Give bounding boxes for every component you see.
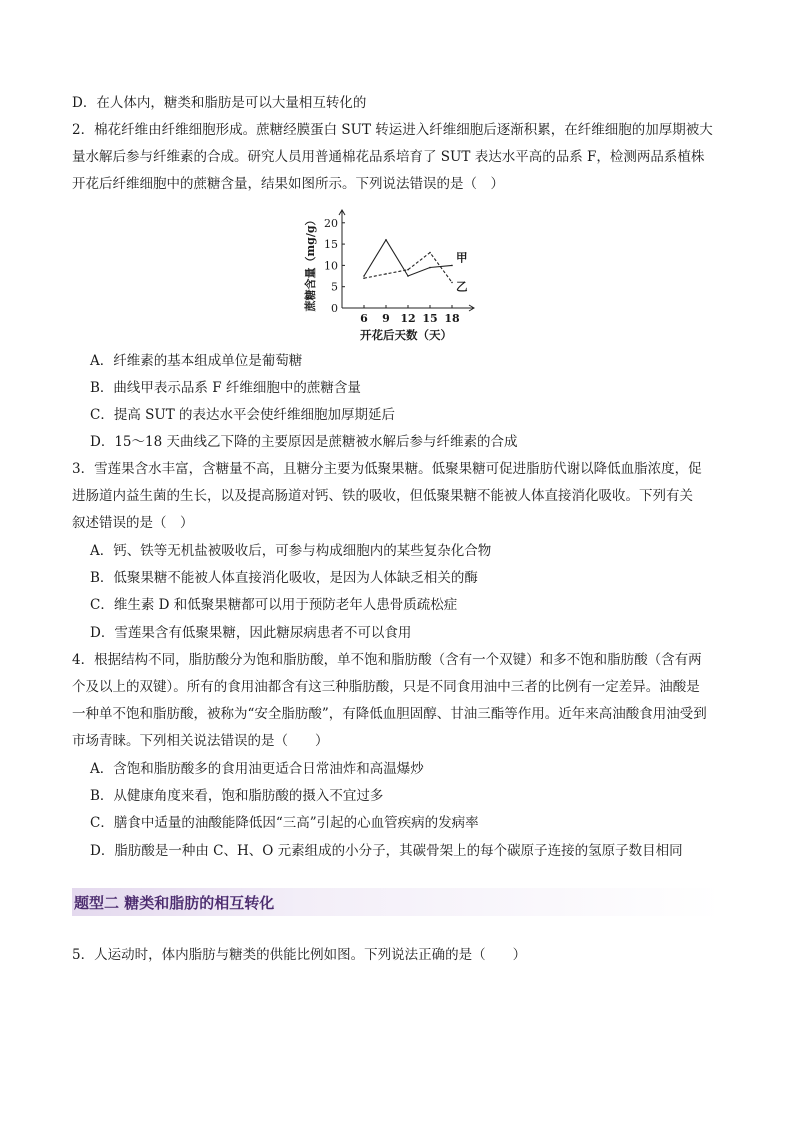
q2-option-d: D．15～18 天曲线乙下降的主要原因是蔗糖被水解后参与纤维素的合成 — [90, 434, 518, 450]
q4-option-a: A．含饱和脂肪酸多的食用油更适合日常油炸和高温爆炒 — [90, 761, 424, 777]
q2-option-c: C．提高 SUT 的表达水平会使纤维细胞加厚期延后 — [90, 407, 396, 423]
series-line-2 — [364, 253, 452, 283]
q5-stem: 5．人运动时，体内脂肪与糖类的供能比例如图。下列说法正确的是（ ） — [72, 947, 527, 963]
q1-option-d: D．在人体内，糖类和脂肪是可以大量相互转化的 — [72, 95, 367, 111]
q4-stem-line-4: 市场青睐。下列相关说法错误的是（ ） — [72, 733, 329, 749]
x-axis-label: 开花后天数（天） — [360, 328, 452, 342]
series-line-1 — [364, 240, 452, 276]
x-tick-label: 18 — [444, 312, 460, 325]
q2-stem-line-2: 量水解后参与纤维素的合成。研究人员用普通棉花品系培育了 SUT 表达水平高的品系 F，检测两品系植株 — [72, 149, 705, 165]
data-point — [451, 265, 453, 267]
section-title: 题型二 糖类和脂肪的相互转化 — [74, 894, 275, 912]
sucrose-chart — [296, 204, 482, 344]
x-tick-label: 15 — [422, 312, 438, 325]
data-point — [407, 275, 409, 277]
q3-stem-line-3: 叙述错误的是（ ） — [72, 515, 194, 531]
data-point — [385, 273, 387, 275]
x-tick-label: 12 — [400, 312, 416, 325]
series-label-2: 乙 — [456, 279, 468, 294]
data-point — [407, 269, 409, 271]
q2-stem-line-3: 开花后纤维细胞中的蔗糖含量，结果如图所示。下列说法错误的是（ ） — [72, 176, 504, 192]
q4-option-c: C．膳食中适量的油酸能降低因“三高”引起的心血管疾病的发病率 — [90, 815, 479, 831]
q2-option-a: A．纤维素的基本组成单位是葡萄糖 — [90, 353, 303, 369]
q3-option-c: C．维生素 D 和低聚果糖都可以用于预防老年人患骨质疏松症 — [90, 597, 458, 613]
q4-stem-line-3: 一种单不饱和脂肪酸，被称为“安全脂肪酸”，有降低血胆固醇、甘油三酯等作用。近年来高油酸食用油受到 — [72, 706, 707, 722]
q3-option-a: A．钙、铁等无机盐被吸收后，可参与构成细胞内的某些复杂化合物 — [90, 543, 492, 559]
y-tick-label: 20 — [324, 216, 338, 230]
data-point — [429, 267, 431, 269]
q4-stem-line-1: 4．根据结构不同，脂肪酸分为饱和脂肪酸，单不饱和脂肪酸（含有一个双键）和多不饱和脂肪酸（含有两 — [72, 652, 702, 668]
q3-stem-line-1: 3．雪莲果含水丰富，含糖量不高，且糖分主要为低聚果糖。低聚果糖可促进脂肪代谢以降低血脂浓度，促 — [72, 461, 702, 477]
x-tick-label: 6 — [360, 312, 368, 325]
series-label-1: 甲 — [456, 250, 468, 265]
q4-option-b: B．从健康角度来看，饱和脂肪酸的摄入不宜过多 — [90, 788, 384, 804]
x-tick-label: 9 — [382, 312, 390, 325]
data-point — [363, 275, 365, 277]
q3-stem-line-2: 进肠道内益生菌的生长，以及提高肠道对钙、铁的吸收，但低聚果糖不能被人体直接消化吸收。下列有关 — [72, 488, 693, 504]
data-point — [429, 252, 431, 254]
section-header — [72, 888, 722, 916]
y-tick-label: 5 — [331, 280, 338, 294]
q3-option-b: B．低聚果糖不能被人体直接消化吸收，是因为人体缺乏相关的酶 — [90, 570, 478, 586]
y-tick-label: 0 — [331, 302, 338, 315]
y-axis-label: 蔗糖含量（mg/g） — [304, 214, 317, 312]
q2-stem-line-1: 2．棉花纤维由纤维细胞形成。蔗糖经膜蛋白 SUT 转运进入纤维细胞后逐渐积累，在纤维细胞的加厚期被大 — [72, 122, 713, 138]
q2-option-b: B．曲线甲表示品系 F 纤维细胞中的蔗糖含量 — [90, 380, 361, 396]
y-tick-label: 15 — [324, 238, 338, 252]
y-tick-label: 10 — [324, 259, 338, 273]
data-point — [385, 239, 387, 241]
q4-option-d: D．脂肪酸是一种由 C、H、O 元素组成的小分子，其碳骨架上的每个碳原子连接的氢原子数目相同 — [90, 843, 683, 859]
q3-option-d: D．雪莲果含有低聚果糖，因此糖尿病患者不可以食用 — [90, 625, 412, 641]
q4-stem-line-2: 个及以上的双键）。所有的食用油都含有这三种脂肪酸，只是不同食用油中三者的比例有一定差异。油酸是 — [72, 679, 700, 695]
data-point — [363, 277, 365, 279]
data-point — [451, 282, 453, 284]
